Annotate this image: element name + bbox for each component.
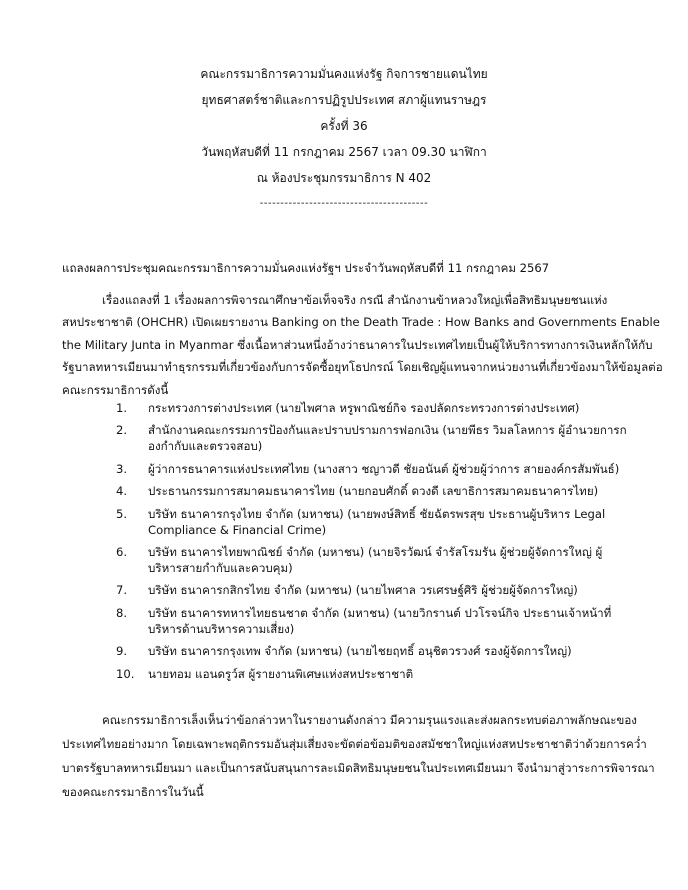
list-text: บริษัท ธนาคารกรุงเทพ จำกัด (มหาชน) (นายไชยฤทธิ์ อนุชิตวรวงศ์ รองผู้จัดการใหญ่) [148, 644, 572, 659]
list-item [116, 643, 636, 659]
list-item [116, 506, 636, 538]
agenda-line: สหประชาชาติ (OHCHR) เปิดเผยรายงาน Banking on the Death Trade : How Banks and Governments Enable [62, 315, 660, 330]
document-header [0, 66, 688, 216]
conclusion-line: บาตรรัฐบาลทหารเมียนมา และเป็นการสนับสนุนการละเมิดสิทธิมนุษยชนในประเทศเมียนมา จึงนำมาสู่วาระการพิจารณา [62, 761, 655, 775]
list-item [116, 422, 636, 454]
list-text: บริษัท ธนาคารกสิกรไทย จำกัด (มหาชน) (นายไพศาล วรเศรษฐ์ศิริ ผู้ช่วยผู้จัดการใหญ่) [148, 583, 578, 598]
agenda-line: รัฐบาลทหารเมียนมาทำธุรกรรมที่เกี่ยวข้องกับการจัดซื้อยุทโธปกรณ์ โดยเชิญผู้แทนจากหน่วยงานที่เกี่ยวข้องมาให้ข้อมูลต่อ [62, 360, 663, 375]
agenda-paragraph [62, 292, 663, 404]
subcommittee-title: ยุทธศาสตร์ชาติและการปฏิรูปประเทศ สภาผู้แทนราษฎร [201, 93, 487, 107]
list-text: ผู้ว่าการธนาคารแห่งประเทศไทย (นางสาว ชญาวดี ชัยอนันต์ ผู้ช่วยผู้ว่าการ สายองค์กรสัมพันธ์) [148, 461, 620, 476]
agenda-line: the Military Junta in Myanmar ซึ่งเนื้อหาส่วนหนึ่งอ้างว่าธนาคารในประเทศไทยเป็นผู้ให้บริการทางการเงินหลักให้กับ [62, 337, 653, 352]
list-number: 9. [116, 644, 128, 659]
meeting-datetime: วันพฤหัสบดีที่ 11 กรกฎาคม 2567 เวลา 09.30 นาฬิกา [201, 145, 487, 159]
conclusion-paragraph [62, 712, 655, 808]
list-text: ประธานกรรมการสมาคมธนาคารไทย (นายกอบศักดิ์ ดวงดี เลขาธิการสมาคมธนาคารไทย) [148, 484, 599, 499]
list-number: 4. [116, 484, 128, 499]
list-item [116, 461, 636, 477]
list-item [116, 666, 636, 682]
list-item [116, 400, 636, 416]
list-text: บริษัท ธนาคารกรุงไทย จำกัด (มหาชน) (นายพงษ์สิทธิ์ ชัยฉัตรพรสุข ประธานผู้บริหาร Legal Compliance & Financial Crime) [148, 506, 606, 537]
committee-title: คณะกรรมาธิการความมั่นคงแห่งรัฐ กิจการชายแดนไทย [200, 67, 488, 81]
list-number: 2. [116, 423, 128, 438]
meeting-venue: ณ ห้องประชุมกรรมาธิการ N 402 [256, 171, 432, 185]
list-number: 6. [116, 544, 128, 559]
list-number: 7. [116, 583, 128, 598]
agenda-line: คณะกรรมาธิการดังนี้ [62, 382, 169, 397]
list-text: กระทรวงการต่างประเทศ (นายไพศาล หรูพาณิชย์กิจ รองปลัดกระทรวงการต่างประเทศ) [148, 401, 580, 415]
list-number: 3. [116, 461, 128, 476]
conclusion-line: ประเทศไทยอย่างมาก โดยเฉพาะพฤติกรรมอันสุ่มเสี่ยงจะขัดต่อข้อมติของสมัชชาใหญ่แห่งสหประชาชาติว่าด้วยการคว่ำ [62, 737, 647, 751]
list-text: สำนักงานคณะกรรมการป้องกันและปราบปรามการฟอกเงิน (นายพีธร วิมลโลหการ ผู้อำนวยการกองกำกับและตรวจสอบ) [148, 423, 627, 454]
list-item [116, 483, 636, 499]
list-item [116, 544, 636, 576]
statement-intro: แถลงผลการประชุมคณะกรรมาธิการความมั่นคงแห่งรัฐฯ ประจำวันพฤหัสบดีที่ 11 กรกฎาคม 2567 [62, 261, 550, 275]
session-number: ครั้งที่ 36 [320, 119, 368, 133]
list-number: 1. [116, 401, 128, 415]
list-text: บริษัท ธนาคารทหารไทยธนชาต จำกัด (มหาชน) (นายวิกรานต์ ปวโรจน์กิจ ประธานเจ้าหน้าที่บริหารด้านบริหารความเสี่ยง) [148, 605, 612, 636]
list-number: 8. [116, 605, 128, 620]
list-item [116, 605, 636, 637]
list-text: บริษัท ธนาคารไทยพาณิชย์ จำกัด (มหาชน) (นายจิรวัฒน์ จำรัสโรมรัน ผู้ช่วยผู้จัดการใหญ่ ผู้บริหารสายกำกับและควบคุม) [148, 544, 603, 575]
list-text: นายทอม แอนดรูว์ส ผู้รายงานพิเศษแห่งสหประชาชาติ [148, 666, 414, 681]
attendee-list [116, 400, 636, 688]
list-number: 10. [116, 666, 135, 681]
list-item [116, 582, 636, 598]
list-number: 5. [116, 506, 128, 521]
header-separator: ----------------------------------------- [259, 198, 429, 209]
conclusion-line: คณะกรรมาธิการเล็งเห็นว่าข้อกล่าวหาในรายงานดังกล่าว มีความรุนแรงและส่งผลกระทบต่อภาพลักษณะของ [102, 713, 637, 727]
agenda-line: เรื่องแถลงที่ 1 เรื่องผลการพิจารณาศึกษาข้อเท็จจริง กรณี สำนักงานข้าหลวงใหญ่เพื่อสิทธิมนุษยชนแห่ง [102, 293, 608, 307]
conclusion-line: ของคณะกรรมาธิการในวันนี้ [62, 785, 204, 799]
